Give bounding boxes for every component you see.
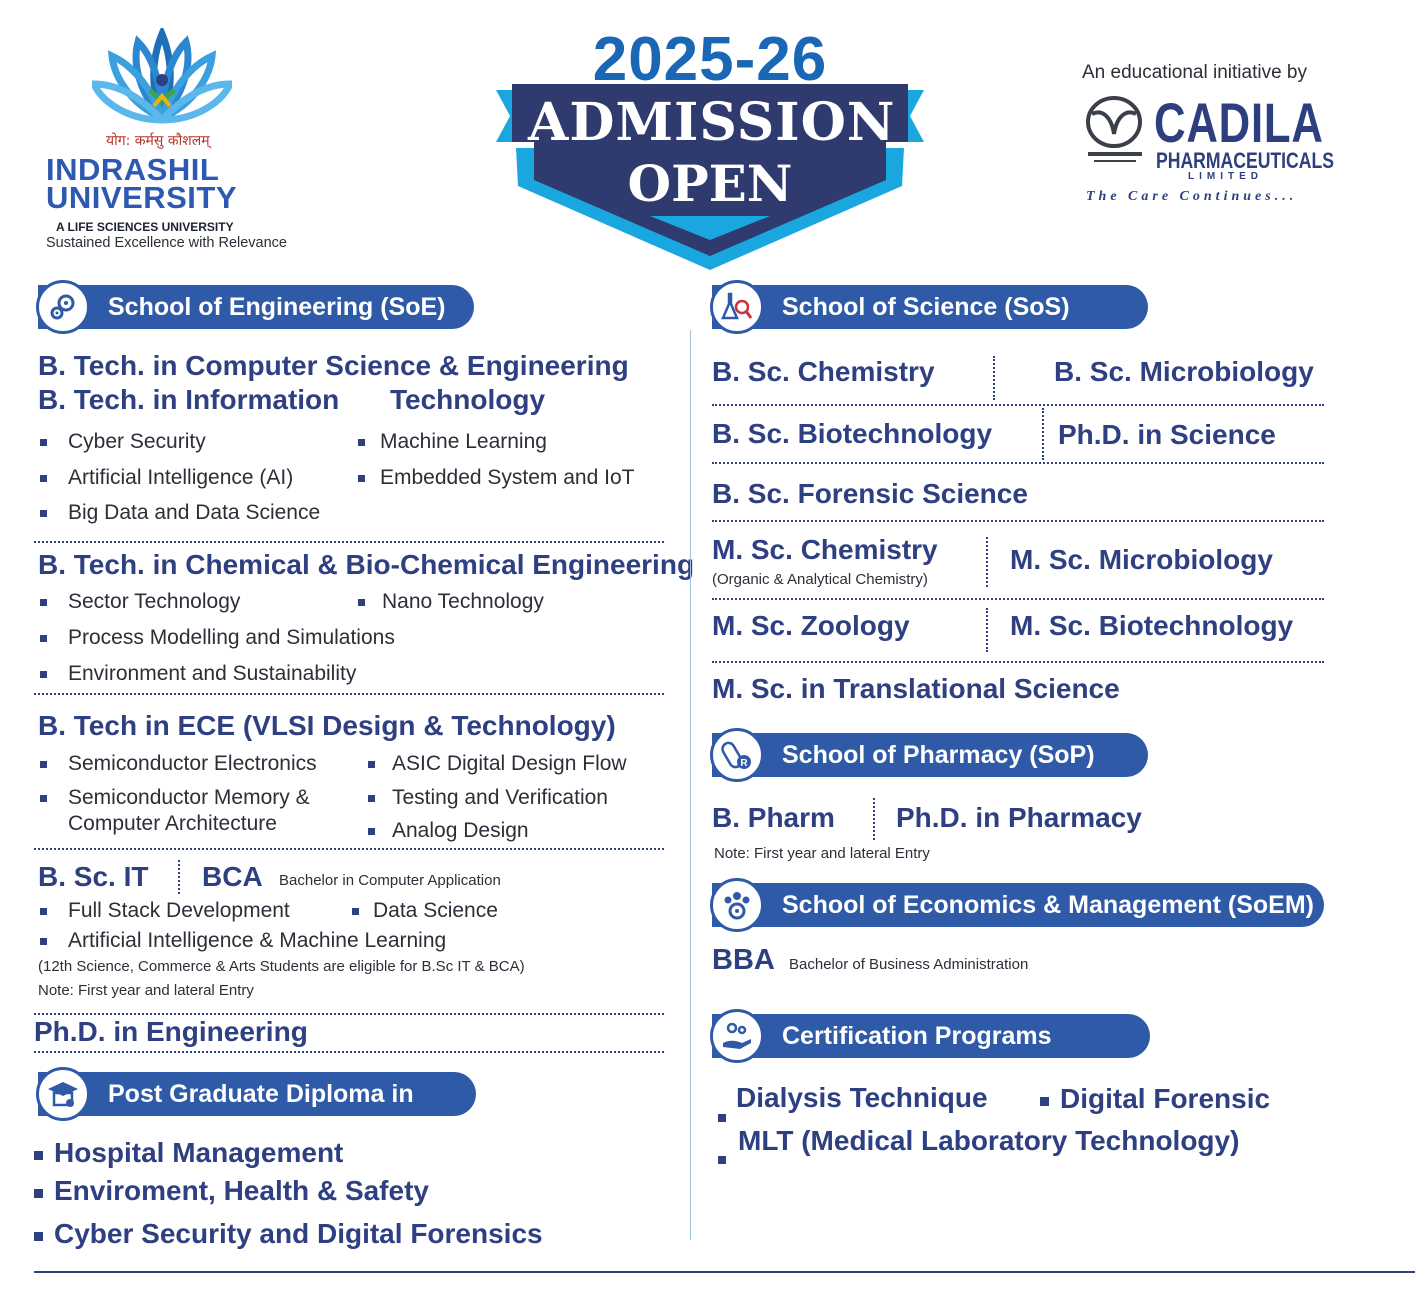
soem-header [712,883,1324,927]
lotus-logo-icon [92,28,232,128]
sos-header [712,285,1148,329]
msc-zoology: M. Sc. Zoology [712,610,910,641]
btech-chemical: B. Tech. in Chemical & Bio-Chemical Engineering [38,549,695,580]
diploma-icon [36,1067,90,1121]
bsc-biotechnology: B. Sc. Biotechnology [712,418,993,449]
spec-testing-verification: Testing and Verification [366,786,608,810]
cert-dialysis: Dialysis Technique [736,1082,988,1113]
university-slogan: Sustained Excellence with Relevance [46,235,287,251]
pgd-header [38,1072,476,1116]
msc-chemistry-note: (Organic & Analytical Chemistry) [712,571,928,588]
btech-it-technology: Technology [390,384,546,415]
spec-machine-learning: Machine Learning [356,430,547,454]
indrashil-logo [40,28,310,258]
divider [873,798,875,840]
initiative-text: An educational initiative by [1082,62,1307,83]
phd-pharmacy: Ph.D. in Pharmacy [896,802,1142,833]
divider [986,608,988,652]
spec-full-stack: Full Stack Development [38,899,290,923]
spec-cyber-security: Cyber Security [38,430,206,454]
divider [34,1051,664,1053]
b-pharm: B. Pharm [712,802,835,833]
divider [712,462,1324,464]
soe-title: School of Engineering (SoE) [108,293,446,321]
pill-capsule-icon [710,728,764,782]
spec-ai-ml: Artificial Intelligence & Machine Learning [38,929,446,953]
btech-cse: B. Tech. in Computer Science & Engineering [38,350,629,381]
divider [712,598,1324,600]
bca-full-name: Bachelor in Computer Application [279,872,501,889]
divider [712,520,1324,522]
bsc-microbiology: B. Sc. Microbiology [1054,356,1314,387]
divider [993,356,995,400]
phd-science: Ph.D. in Science [1058,419,1276,450]
admission-label: ADMISSION [528,92,896,153]
sop-header [712,733,1148,777]
msc-translational: M. Sc. in Translational Science [712,673,1120,704]
bsc-forensic: B. Sc. Forensic Science [712,478,1028,509]
spec-analog-design: Analog Design [366,819,529,843]
cert-header [712,1014,1150,1058]
bba-full-name: Bachelor of Business Administration [789,956,1029,973]
pgd-title: Post Graduate Diploma in [108,1080,414,1108]
pgd-cyber-security: Cyber Security and Digital Forensics [34,1218,543,1250]
lab-flask-icon [710,280,764,334]
soem-title: School of Economics & Management (SoEM) [782,891,1314,919]
spec-environment: Environment and Sustainability [38,662,356,686]
bullet [718,1114,726,1122]
university-name-line2: UNIVERSITY [46,180,238,215]
soe-header [38,285,474,329]
pharmacy-entry-note: Note: First year and lateral Entry [714,845,930,862]
team-gear-icon [710,878,764,932]
cert-title: Certification Programs [782,1022,1052,1050]
btech-ece: B. Tech in ECE (VLSI Design & Technology) [38,710,616,741]
cadila-name: CADILA [1154,91,1324,154]
divider [34,541,664,543]
bsc-it: B. Sc. IT [38,861,149,892]
divider [178,860,180,894]
university-name-line1: INDRASHIL [46,152,220,187]
msc-chemistry: M. Sc. Chemistry [712,534,938,565]
sos-title: School of Science (SoS) [782,293,1070,321]
divider [1042,408,1044,460]
sop-title: School of Pharmacy (SoP) [782,741,1095,769]
spec-ai: Artificial Intelligence (AI) [38,466,293,490]
divider [712,661,1324,663]
bullet [718,1156,726,1164]
divider [34,848,664,850]
spec-data-science: Data Science [350,899,498,923]
footer-rule [34,1271,1415,1273]
column-divider [690,330,691,1240]
divider [712,404,1324,406]
svg-text:R: R [740,758,748,769]
bca: BCA [202,861,263,892]
cadila-emblem-icon [1086,94,1146,164]
hand-gears-icon [710,1009,764,1063]
cert-digital-forensic: Digital Forensic [1040,1083,1270,1115]
admission-badge [490,18,930,278]
spec-asic: ASIC Digital Design Flow [366,752,627,776]
pgd-hospital-management: Hospital Management [34,1137,343,1169]
divider [34,1013,664,1015]
pgd-environment-health-safety: Enviroment, Health & Safety [34,1175,429,1207]
spec-semiconductor-electronics: Semiconductor Electronics [38,752,317,776]
open-label: OPEN [627,154,793,213]
gears-icon [36,280,90,334]
divider [34,693,664,695]
divider [986,537,988,587]
university-name [46,152,238,215]
btech-it: B. Tech. in Information [38,384,340,415]
cadila-limited: LIMITED [1188,171,1263,182]
phd-engineering: Ph.D. in Engineering [34,1016,308,1047]
university-tagline: A LIFE SCIENCES UNIVERSITY [56,220,234,234]
cadila-pharmaceuticals: PHARMACEUTICALS [1156,148,1334,173]
entry-note: Note: First year and lateral Entry [38,982,254,999]
cert-mlt: MLT (Medical Laboratory Technology) [738,1125,1240,1156]
spec-sector-tech: Sector Technology [38,590,240,614]
spec-nano-tech: Nano Technology [356,590,544,614]
university-motto: योग: कर्मसु कौशलम् [106,133,210,149]
spec-computer-architecture: Computer Architecture [68,812,277,835]
msc-microbiology: M. Sc. Microbiology [1010,544,1273,575]
spec-big-data: Big Data and Data Science [38,501,320,525]
spec-process-modelling: Process Modelling and Simulations [38,626,395,650]
spec-semiconductor-memory: Semiconductor Memory & [38,786,310,810]
msc-biotechnology: M. Sc. Biotechnology [1010,610,1294,641]
eligibility-note: (12th Science, Commerce & Arts Students are eligible for B.Sc IT & BCA) [38,958,525,975]
admission-year: 2025-26 [592,25,828,94]
spec-embedded-iot: Embedded System and IoT [356,466,634,490]
bsc-chemistry: B. Sc. Chemistry [712,356,935,387]
bba: BBA [712,944,775,976]
cadila-tagline: The Care Continues... [1086,189,1298,204]
